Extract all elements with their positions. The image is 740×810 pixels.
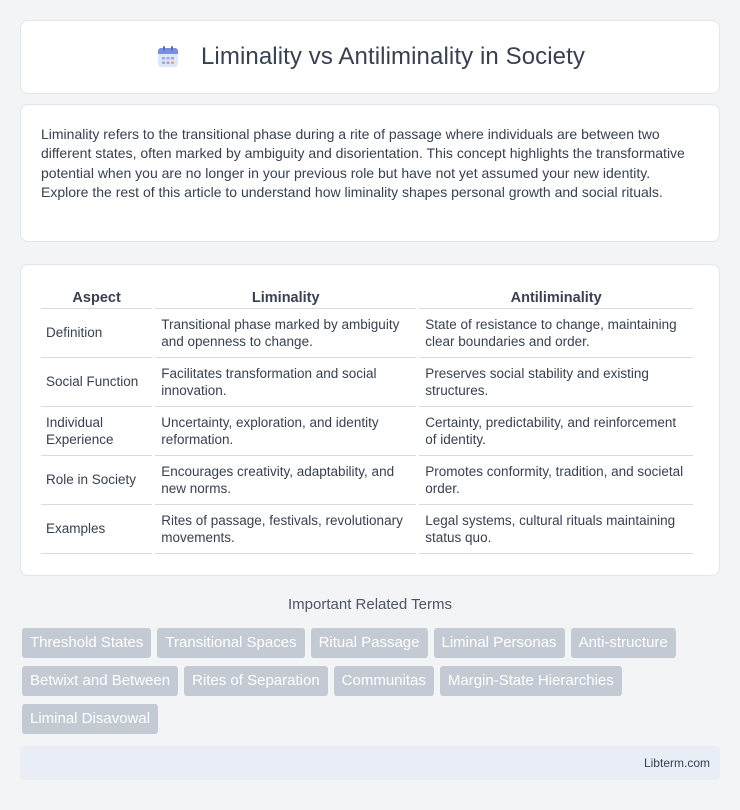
table-row: [41, 309, 693, 358]
related-term-tag[interactable]: Anti-structure: [571, 628, 676, 658]
related-term-tag[interactable]: Rites of Separation: [184, 666, 328, 696]
table-cell: Facilitates transformation and social innovation.: [155, 358, 416, 407]
table-row: [41, 407, 693, 456]
intro-card: [20, 104, 720, 242]
related-term-tag[interactable]: Margin-State Hierarchies: [440, 666, 622, 696]
column-header-aspect: Aspect: [41, 285, 152, 309]
table-cell: Legal systems, cultural rituals maintaining status quo.: [419, 505, 693, 554]
table-cell: Preserves social stability and existing structures.: [419, 358, 693, 407]
related-term-tag[interactable]: Liminal Disavowal: [22, 704, 158, 734]
related-term-tag[interactable]: Communitas: [334, 666, 434, 696]
table-cell: Transitional phase marked by ambiguity and openness to change.: [155, 309, 416, 358]
title-card: [20, 20, 720, 94]
related-term-tag[interactable]: Liminal Personas: [434, 628, 565, 658]
related-term-tag[interactable]: Betwixt and Between: [22, 666, 178, 696]
table-cell: Definition: [41, 309, 152, 358]
table-row: [41, 456, 693, 505]
table-cell: Encourages creativity, adaptability, and new norms.: [155, 456, 416, 505]
table-row: [41, 358, 693, 407]
table-cell: Promotes conformity, tradition, and societal order.: [419, 456, 693, 505]
column-header-antiliminality: Antiliminality: [419, 285, 693, 309]
calendar-icon: [155, 44, 181, 70]
comparison-table-card: [20, 264, 720, 576]
table-cell: Certainty, predictability, and reinforcement of identity.: [419, 407, 693, 456]
intro-text: Liminality refers to the transitional phase during a rite of passage where individuals are between two different states, often marked by ambiguity and disorientation. This concept highlights the transformative potential when you are no longer in your previous role but have not yet assumed your new identity. Explore the rest of this article to understand how liminality shapes personal growth and social rituals.: [41, 126, 685, 201]
column-header-liminality: Liminality: [155, 285, 416, 309]
table-cell: Individual Experience: [41, 407, 152, 456]
page-title: Liminality vs Antiliminality in Society: [200, 43, 586, 70]
table-cell: Social Function: [41, 358, 152, 407]
table-cell: Role in Society: [41, 456, 152, 505]
related-terms-list: [22, 628, 722, 734]
table-cell: Examples: [41, 505, 152, 554]
footer: [20, 746, 720, 780]
related-term-tag[interactable]: Ritual Passage: [311, 628, 428, 658]
related-term-tag[interactable]: Threshold States: [22, 628, 151, 658]
comparison-table: [38, 285, 696, 554]
table-header-row: [41, 285, 693, 309]
footer-site-link[interactable]: Libterm.com: [643, 756, 710, 770]
table-row: [41, 505, 693, 554]
table-cell: State of resistance to change, maintaining clear boundaries and order.: [419, 309, 693, 358]
table-cell: Rites of passage, festivals, revolutionary movements.: [155, 505, 416, 554]
table-cell: Uncertainty, exploration, and identity reformation.: [155, 407, 416, 456]
related-term-tag[interactable]: Transitional Spaces: [157, 628, 304, 658]
related-terms-title: Important Related Terms: [288, 596, 452, 613]
